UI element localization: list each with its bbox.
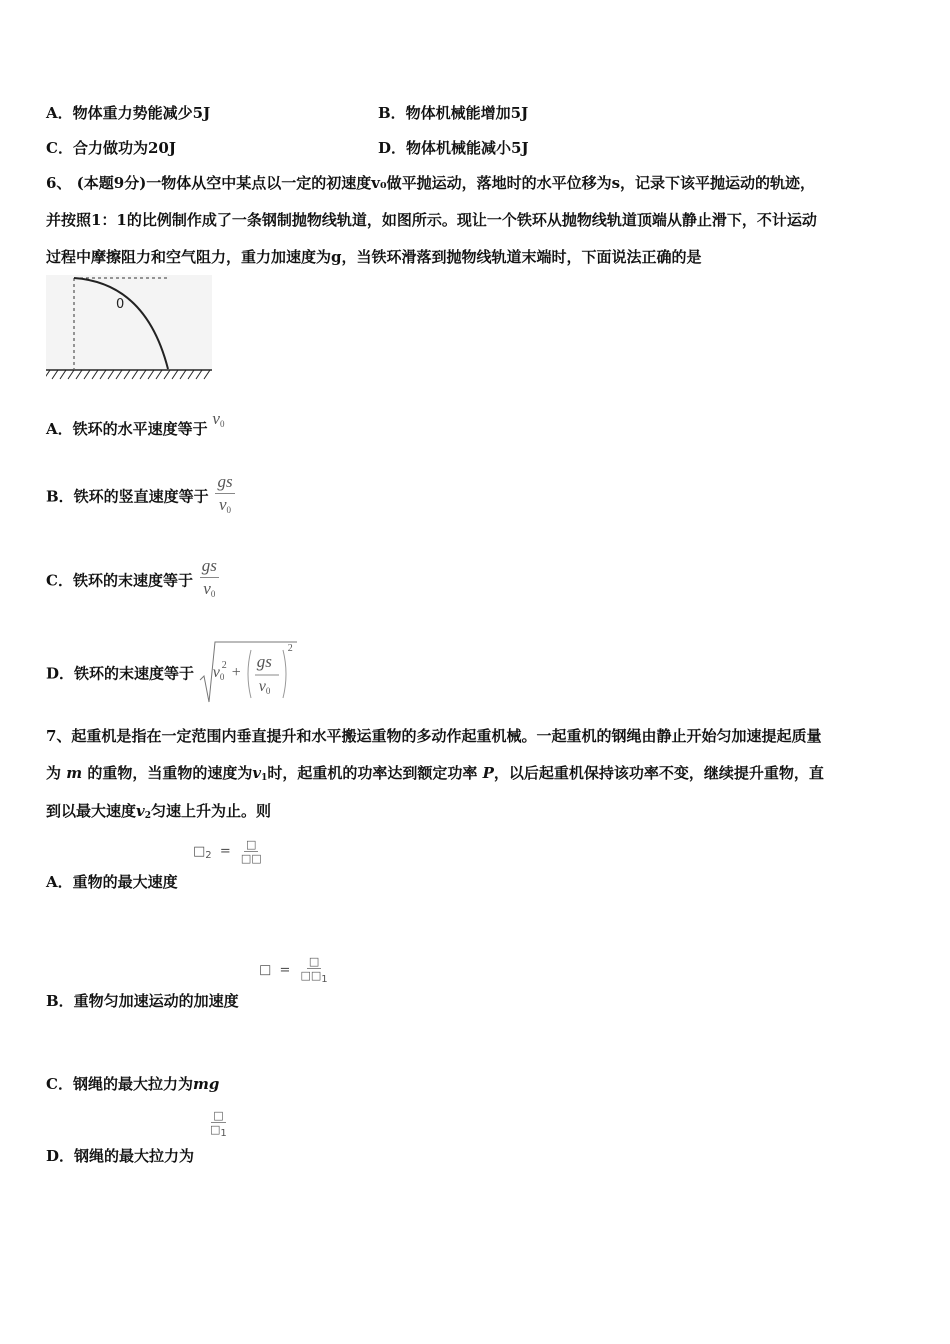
q5-option-a: A．物体重力势能减少5J bbox=[46, 104, 211, 122]
q6-option-d-text: D．铁环的末速度等于 bbox=[46, 664, 195, 683]
q5-option-d: D．物体机械能减小5J bbox=[378, 139, 529, 157]
q5-option-c: C．合力做功为20J bbox=[46, 139, 176, 157]
q6-option-d-formula: $v_0$ 2 + gs $v_0$ 2 bbox=[199, 640, 299, 706]
q7-option-c: C．钢绳的最大拉力为mg bbox=[46, 1075, 220, 1093]
q7-option-a: A．重物的最大速度 bbox=[46, 873, 178, 891]
q6-option-c bbox=[46, 556, 221, 604]
q6-option-c-fraction: $\frac{gs}{v_0}$ bbox=[201, 556, 217, 599]
q6-option-b bbox=[46, 472, 237, 520]
q5-option-b: B．物体机械能增加5J bbox=[378, 104, 529, 122]
q7-option-b: B．重物匀加速运动的加速度 bbox=[46, 992, 239, 1010]
q6-option-a-text: A．铁环的水平速度等于 bbox=[46, 420, 208, 438]
iron-ring-label: 0 bbox=[116, 297, 125, 312]
q6-option-a bbox=[46, 409, 225, 439]
q6-option-a-formula: $v_0$ bbox=[212, 409, 225, 429]
q6-option-b-text: B．铁环的竖直速度等于 bbox=[46, 487, 209, 506]
q7-option-d-formula: $\frac{□}{□1}$ bbox=[210, 1109, 227, 1139]
q7-stem-line3: 到以最大速度v2匀速上升为止。则 bbox=[46, 802, 272, 821]
q7-option-d: D．钢绳的最大拉力为 bbox=[46, 1147, 195, 1165]
q6-option-d bbox=[46, 640, 299, 706]
q6-option-c-text: C．铁环的末速度等于 bbox=[46, 571, 193, 590]
q7-option-a-formula: $□_2$ = $\frac{□}{□□}$ bbox=[193, 838, 262, 865]
ground-hatching bbox=[46, 370, 210, 379]
q6-stem-line2: 并按照1：1的比例制作成了一条钢制抛物线轨道，如图所示。现让一个铁环从抛物线轨道顶端从静止滑下，不计运动 bbox=[46, 211, 817, 229]
figure-background bbox=[46, 275, 212, 369]
q7-stem-line2: 为 m 的重物，当重物的速度为v1时，起重机的功率达到额定功率 P，以后起重机保持该功率不变，继续提升重物，直 bbox=[46, 764, 824, 783]
parabola-track-figure bbox=[46, 275, 214, 383]
q6-stem-line1: 6、 (本题9分)一物体从空中某点以一定的初速度v₀做平抛运动，落地时的水平位移为s，记录下该平抛运动的轨迹， bbox=[46, 174, 816, 192]
q6-option-b-fraction: $\frac{gs}{v_0}$ bbox=[217, 472, 233, 515]
q6-stem-line3: 过程中摩擦阻力和空气阻力，重力加速度为g，当铁环滑落到抛物线轨道末端时，下面说法正确的是 bbox=[46, 248, 702, 266]
q7-stem-line1: 7、起重机是指在一定范围内垂直提升和水平搬运重物的多动作起重机械。一起重机的钢绳由静止开始匀加速提起质量 bbox=[46, 727, 822, 745]
q7-option-b-formula: □ = $\frac{□}{□□1}$ bbox=[259, 955, 328, 985]
